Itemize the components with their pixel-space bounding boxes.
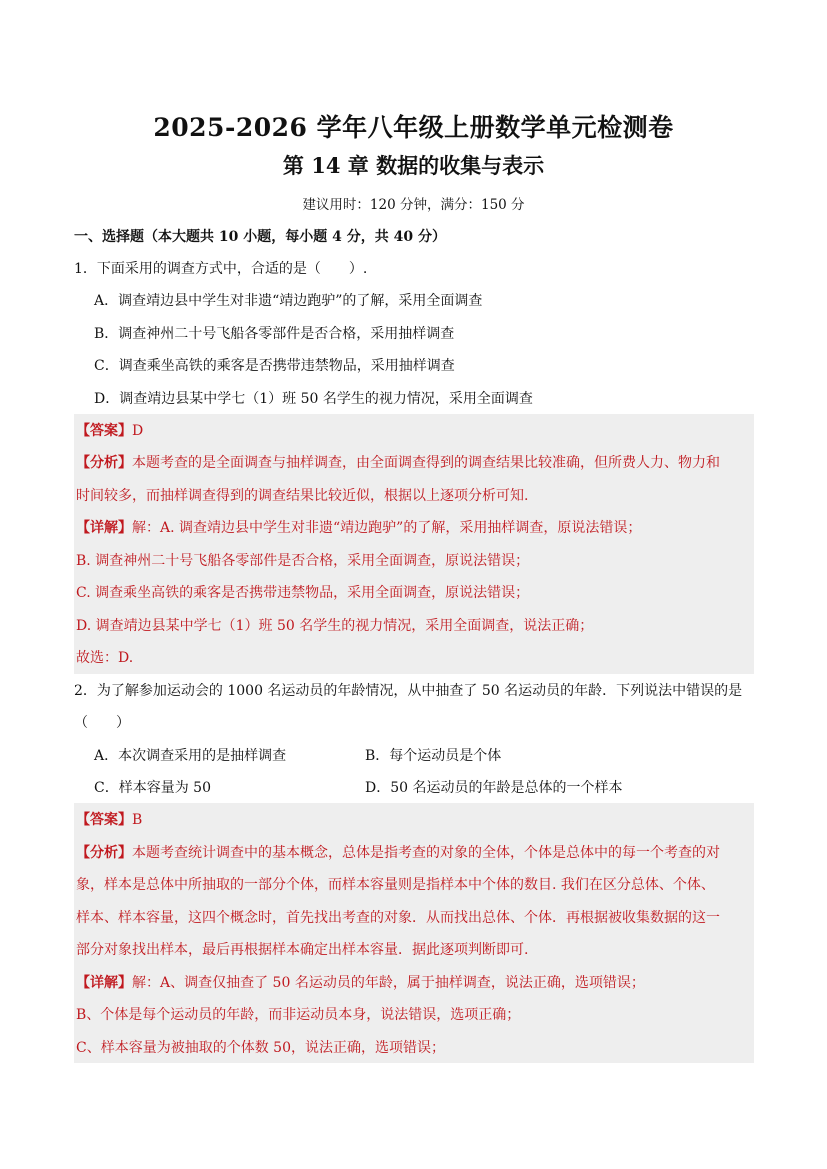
q1-option-a: A．调查靖边县中学生对非遗“靖边跑驴”的了解，采用全面调查 (94, 293, 483, 309)
q1-detail-line-1: 解：A. 调查靖边县中学生对非遗“靖边跑驴”的了解，采用抽样调查，原说法错误； (132, 520, 642, 536)
q2-option-c: C．样本容量为 50 (94, 780, 211, 796)
q1-option-b: B．调查神州二十号飞船各零部件是否合格，采用抽样调查 (94, 326, 455, 342)
exam-title: 2025-2026 学年八年级上册数学单元检测卷 (153, 113, 674, 142)
q1-detail-tag: 【详解】 (76, 520, 132, 536)
q1-analysis (76, 453, 720, 473)
q2-answer-tag: 【答案】 (76, 812, 132, 828)
q2-analysis-tag: 【分析】 (76, 845, 132, 861)
q2-analysis-line-3: 样本、样本容量，这四个概念时，首先找出考查的对象．从而找出总体、个体．再根据被收集数据的这一 (76, 910, 720, 926)
section-heading: 一、选择题（本大题共 10 小题，每小题 4 分，共 40 分） (74, 229, 446, 245)
q1-option-c: C．调查乘坐高铁的乘客是否携带违禁物品，采用抽样调查 (94, 358, 455, 374)
q1-detail-line-3: C. 调查乘坐高铁的乘客是否携带违禁物品，采用全面调查，原说法错误； (76, 585, 530, 601)
q2-stem-line-1: 2．为了解参加运动会的 1000 名运动员的年龄情况，从中抽查了 50 名运动员的年龄．下列说法中错误的是 (74, 683, 743, 699)
q1-detail-line-4: D. 调查靖边县某中学七（1）班 50 名学生的视力情况，采用全面调查，说法正确； (76, 618, 594, 634)
q2-analysis-line-1: 本题考查统计调查中的基本概念，总体是指考查的对象的全体，个体是总体中的每一个考查的对 (132, 845, 720, 861)
q2-detail-line-3: C、样本容量为被抽取的个体数 50，说法正确，选项错误； (76, 1040, 445, 1056)
q1-detail-line-2: B. 调查神州二十号飞船各零部件是否合格，采用全面调查，原说法错误； (76, 553, 530, 569)
q2-analysis-line-4: 部分对象找出样本，最后再根据样本确定出样本容量．据此逐项判断即可. (76, 942, 529, 958)
q1-conclusion: 故选：D. (76, 650, 134, 666)
q2-analysis-line-2: 象，样本是总体中所抽取的一部分个体，而样本容量则是指样本中个体的数目. 我们在区分总体、个体、 (76, 877, 715, 893)
exam-meta: 建议用时：120 分钟，满分：150 分 (302, 197, 525, 213)
chapter-title: 第 14 章 数据的收集与表示 (282, 153, 545, 178)
q1-analysis-tag: 【分析】 (76, 455, 132, 471)
q2-option-a: A．本次调查采用的是抽样调查 (94, 748, 287, 764)
q2-analysis (76, 843, 720, 863)
q2-option-b: B．每个运动员是个体 (365, 748, 502, 764)
q2-stem-line-2: （ ） (74, 715, 130, 731)
q1-answer-value: D (132, 423, 144, 439)
q2-detail-tag: 【详解】 (76, 975, 132, 991)
q2-detail-line-2: B、个体是每个运动员的年龄，而非运动员本身，说法错误，选项正确； (76, 1007, 521, 1023)
q2-answer-value: B (132, 812, 143, 828)
q1-answer-tag: 【答案】 (76, 423, 132, 439)
q2-detail-line-1: 解：A、调查仅抽查了 50 名运动员的年龄，属于抽样调查，说法正确，选项错误； (132, 975, 645, 991)
q2-detail (76, 973, 645, 993)
q2-answer (76, 810, 142, 830)
q1-stem: 1．下面采用的调查方式中，合适的是（ ）. (74, 261, 368, 277)
q1-option-d: D．调查靖边县某中学七（1）班 50 名学生的视力情况，采用全面调查 (94, 391, 533, 407)
q1-analysis-line-2: 时间较多，而抽样调查得到的调查结果比较近似，根据以上逐项分析可知. (76, 488, 529, 504)
q2-option-d: D．50 名运动员的年龄是总体的一个样本 (365, 780, 623, 796)
q1-answer (76, 421, 143, 441)
q1-detail (76, 518, 641, 538)
q1-analysis-line-1: 本题考查的是全面调查与抽样调查，由全面调查得到的调查结果比较准确，但所费人力、物力和 (132, 455, 720, 471)
